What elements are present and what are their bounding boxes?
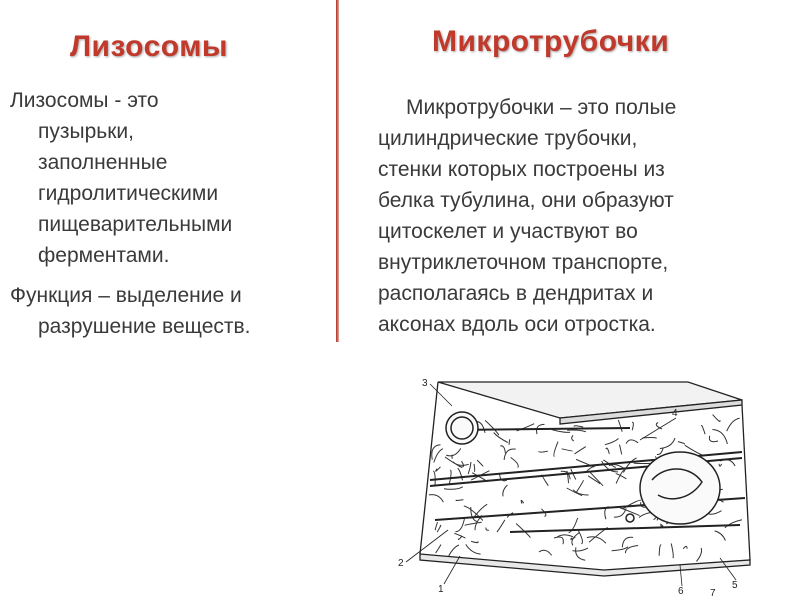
filament: [606, 448, 610, 454]
filament: [713, 415, 720, 422]
filament: [683, 546, 687, 548]
label-3: 3: [422, 378, 428, 389]
right-edge: [742, 405, 750, 560]
filament: [554, 537, 563, 544]
label-5: 5: [732, 580, 738, 591]
filament: [612, 547, 628, 551]
filament: [678, 442, 685, 445]
filament: [458, 468, 463, 480]
text-line: внутриклеточном транспорте,: [378, 251, 669, 274]
filament: [590, 472, 603, 486]
filament: [429, 495, 444, 503]
text-line: разрушение веществ.: [38, 315, 251, 338]
filament: [509, 440, 510, 445]
text-line: аксонах вдоль оси отростка.: [378, 313, 656, 336]
text-line: Функция – выделение и: [10, 284, 242, 307]
filament: [500, 446, 505, 453]
cytoskeleton-diagram: [390, 370, 780, 596]
label-6: 6: [678, 586, 684, 596]
filament: [660, 524, 663, 527]
filament: [626, 440, 638, 444]
filament: [567, 488, 582, 496]
text-line: гидролитическими: [38, 182, 219, 205]
text-line: цитоскелет и участвуют во: [378, 220, 638, 243]
label-7: 7: [710, 588, 716, 596]
filament: [623, 458, 636, 473]
filament: [434, 449, 443, 463]
text-line: пищеварительными: [38, 213, 233, 236]
text-line: пузырьки,: [38, 120, 134, 143]
filament: [618, 420, 622, 432]
filament: [474, 464, 475, 472]
filament: [554, 442, 558, 457]
filament: [660, 438, 675, 448]
filament: [454, 533, 465, 538]
filament: [465, 522, 482, 525]
filament: [485, 420, 499, 435]
lysosomes-heading: Лизосомы: [70, 30, 229, 63]
filament: [632, 422, 633, 430]
filament: [576, 480, 583, 492]
text-line: ферментами.: [38, 244, 170, 267]
filament: [701, 425, 705, 434]
bottom-membrane: [420, 554, 750, 576]
text-line: Лизосомы - это: [10, 89, 159, 112]
lysosomes-function: [10, 280, 320, 342]
text-line: белка тубулина, они образуют: [378, 189, 674, 212]
mitochondrion: [640, 452, 720, 524]
filament: [573, 548, 588, 551]
filament: [567, 430, 586, 432]
leader-line: [430, 384, 452, 406]
filament: [456, 500, 463, 501]
filament: [623, 500, 641, 509]
leader-line: [640, 418, 676, 440]
filament: [455, 519, 464, 532]
filament: [572, 533, 579, 546]
filament: [574, 426, 583, 427]
filament: [659, 545, 661, 556]
filament: [719, 464, 722, 466]
filament: [503, 485, 508, 496]
filament: [725, 520, 742, 528]
filament: [576, 547, 586, 560]
top-membrane: [438, 382, 742, 418]
filament: [562, 449, 573, 451]
filament: [435, 522, 437, 530]
filament: [453, 462, 469, 466]
lysosomes-definition: [10, 85, 310, 271]
filament: [433, 471, 435, 486]
filament: [616, 474, 626, 479]
filament: [715, 531, 726, 541]
filament: [696, 548, 701, 561]
filament: [657, 448, 663, 454]
filament: [477, 460, 483, 466]
text-line: Микротрубочки – это полые: [406, 96, 677, 119]
text-line: цилиндрические трубочки,: [378, 127, 638, 150]
filament: [468, 462, 471, 474]
filament: [625, 546, 638, 554]
filament: [466, 544, 481, 554]
text-line: располагаясь в дендритах и: [378, 282, 654, 305]
label-2: 2: [398, 558, 404, 569]
filament: [471, 541, 478, 542]
filament: [448, 545, 459, 557]
label-4: 4: [672, 408, 678, 419]
filament: [609, 464, 624, 468]
column-divider: [336, 0, 339, 342]
filament: [605, 439, 619, 445]
filament: [539, 550, 552, 555]
microtubules-heading: Микротрубочки: [432, 25, 670, 58]
filament: [561, 471, 570, 479]
filament: [539, 451, 548, 452]
filament: [437, 525, 441, 532]
text-line: стенки которых построены из: [378, 158, 665, 181]
filament: [494, 433, 508, 443]
text-line: заполненные: [38, 151, 168, 174]
filament: [497, 520, 505, 532]
filament: [572, 435, 574, 441]
label-1: 1: [438, 584, 444, 595]
filament: [436, 545, 441, 553]
filament: [521, 500, 524, 503]
filament: [436, 467, 441, 471]
filament: [709, 436, 718, 442]
filament: [486, 528, 489, 531]
filament: [504, 449, 516, 460]
filament: [620, 445, 622, 455]
filament: [727, 418, 740, 431]
filament: [671, 544, 673, 559]
filament: [446, 448, 461, 455]
filament: [622, 537, 633, 547]
filament: [575, 447, 586, 454]
filament: [587, 537, 606, 544]
granule: [626, 514, 634, 522]
filament: [511, 457, 519, 467]
microtubules-description: [378, 92, 788, 340]
microtubule: [510, 525, 740, 532]
filament: [444, 487, 463, 489]
